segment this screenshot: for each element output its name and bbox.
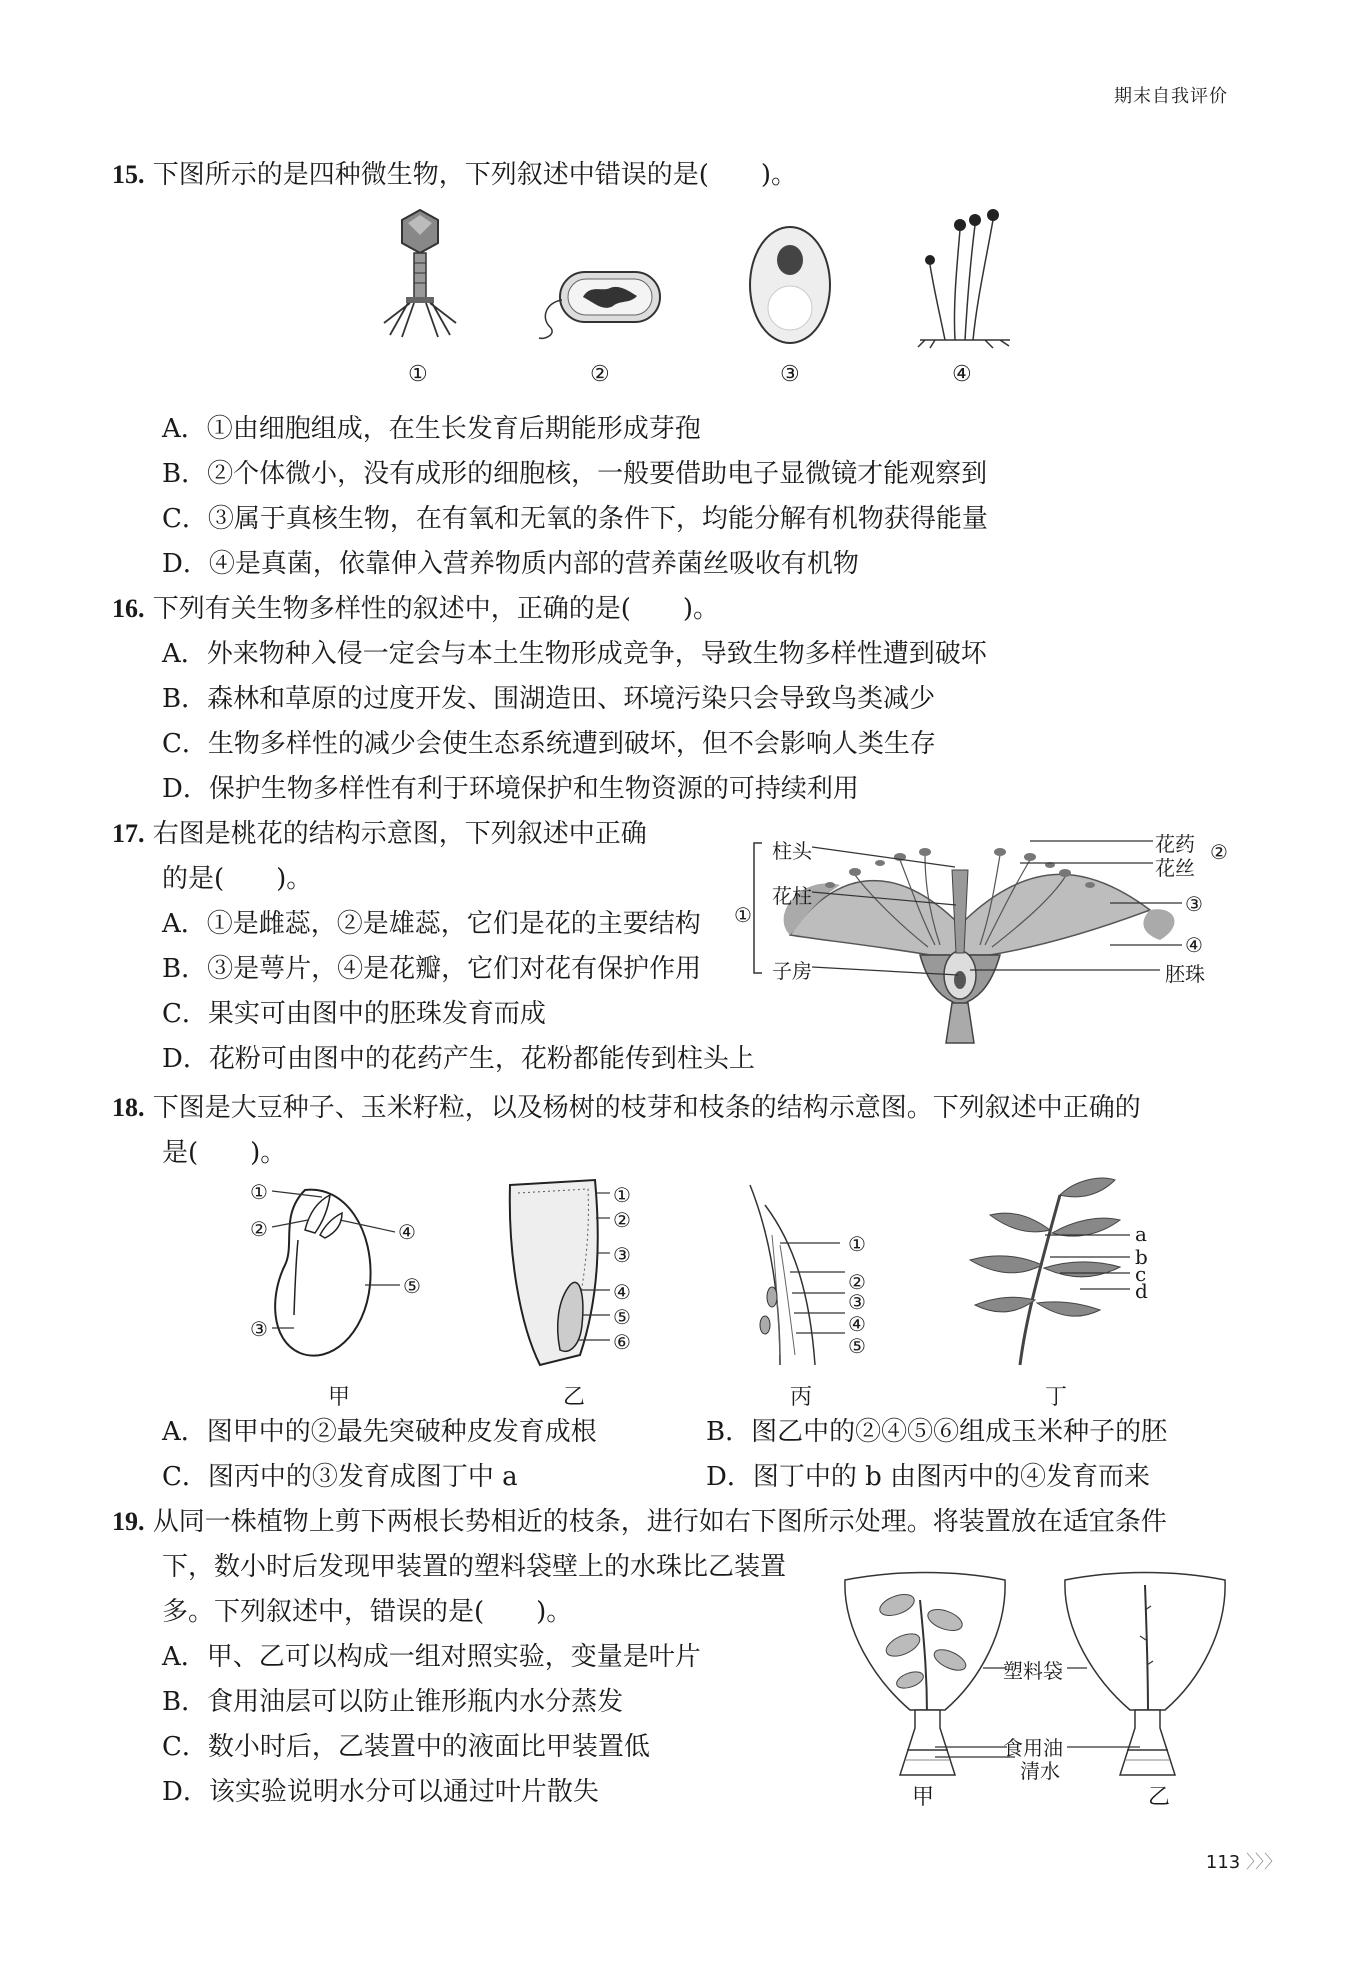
q16-option-c[interactable]: C．生物多样性的减少会使生态系统遭到破坏，但不会影响人类生存 [162, 729, 936, 759]
ding-caption: 丁 [1045, 1385, 1068, 1410]
question-number: 17. [112, 819, 145, 848]
ding-label-b: b [1135, 1245, 1148, 1269]
label-4: ④ [1185, 933, 1203, 957]
q15-option-a[interactable]: A．①由细胞组成，在生长发育后期能形成芽孢 [162, 414, 701, 444]
question-number: 16. [112, 594, 145, 623]
q18-option-a[interactable]: A．图甲中的②最先突破种皮发育成根 [162, 1417, 597, 1447]
yeast-figure [745, 220, 835, 350]
figure-label-3: ③ [780, 362, 800, 387]
twig-figure [950, 1175, 1150, 1375]
question-text: 下列有关生物多样性的叙述中，正确的是( )。 [152, 594, 720, 624]
question-text: 右图是桃花的结构示意图，下列叙述中正确 [152, 819, 647, 849]
question-19-stem [112, 1507, 1167, 1537]
q19-option-a[interactable]: A．甲、乙可以构成一组对照实验，变量是叶片 [162, 1642, 701, 1672]
page-number [1206, 1848, 1282, 1874]
yi-label-3: ③ [613, 1243, 631, 1267]
page-header: 期末自我评价 [1114, 86, 1228, 107]
bud-figure [720, 1175, 860, 1375]
q16-option-a[interactable]: A．外来物种入侵一定会与本土生物形成竞争，导致生物多样性遭到破坏 [162, 639, 987, 669]
label-ovule: 胚珠 [1165, 962, 1205, 986]
mold-figure [915, 205, 1015, 350]
label-ovary: 子房 [772, 959, 812, 983]
q17-option-c[interactable]: C．果实可由图中的胚珠发育而成 [162, 999, 546, 1029]
bing-caption: 丙 [790, 1385, 813, 1410]
jia-label-2: ② [250, 1217, 268, 1241]
caption-yi: 乙 [1148, 1785, 1171, 1810]
question-text: 下图是大豆种子、玉米籽粒，以及杨树的枝芽和枝条的结构示意图。下列叙述中正确的 [152, 1093, 1141, 1123]
q19-option-b[interactable]: B．食用油层可以防止锥形瓶内水分蒸发 [162, 1687, 624, 1717]
q15-option-b[interactable]: B．②个体微小，没有成形的细胞核，一般要借助电子显微镜才能观察到 [162, 459, 988, 489]
question-19-stem-line3: 多。下列叙述中，错误的是( )。 [162, 1597, 573, 1627]
q17-option-a[interactable]: A．①是雌蕊，②是雄蕊，它们是花的主要结构 [162, 909, 701, 939]
q15-option-c[interactable]: C．③属于真核生物，在有氧和无氧的条件下，均能分解有机物获得能量 [162, 504, 988, 534]
question-18-stem-line2: 是( )。 [162, 1138, 287, 1168]
label-water: 清水 [1020, 1759, 1060, 1783]
q18-option-b[interactable]: B．图乙中的②④⑤⑥组成玉米种子的胚 [706, 1417, 1168, 1447]
question-number: 15. [112, 160, 145, 189]
bing-label-4: ④ [848, 1312, 866, 1336]
bing-label-2: ② [848, 1270, 866, 1294]
q19-option-d[interactable]: D．该实验说明水分可以通过叶片散失 [162, 1777, 599, 1807]
q16-option-d[interactable]: D．保护生物多样性有利于环境保护和生物资源的可持续利用 [162, 774, 859, 804]
jia-label-5: ⑤ [403, 1274, 421, 1298]
label-3: ③ [1185, 892, 1203, 916]
caption-jia: 甲 [912, 1785, 935, 1810]
figure-label-1: ① [408, 362, 428, 387]
label-pistil-bracket: ① [734, 903, 752, 927]
bing-label-3: ③ [848, 1290, 866, 1314]
q15-option-d[interactable]: D．④是真菌，依靠伸入营养物质内部的营养菌丝吸收有机物 [162, 549, 859, 579]
page-number-text: 113 [1205, 1852, 1241, 1873]
q17-option-b[interactable]: B．③是萼片，④是花瓣，它们对花有保护作用 [162, 954, 702, 984]
q18-option-d[interactable]: D．图丁中的 b 由图丙中的④发育而来 [706, 1462, 1151, 1492]
label-plastic-bag: 塑料袋 [1003, 1659, 1063, 1683]
question-17-stem-line2: 的是( )。 [162, 864, 313, 894]
q19-option-c[interactable]: C．数小时后，乙装置中的液面比甲装置低 [162, 1732, 650, 1762]
chevron-right-icon: 〉〉〉 [1246, 1852, 1282, 1873]
figure-label-4: ④ [952, 362, 972, 387]
bacterium-figure [535, 262, 665, 342]
question-18-stem [112, 1093, 1141, 1123]
figure-label-2: ② [590, 362, 610, 387]
question-16-stem [112, 594, 719, 624]
ding-label-d: d [1135, 1279, 1148, 1303]
label-style: 花柱 [772, 884, 812, 908]
question-text: 下图所示的是四种微生物，下列叙述中错误的是( )。 [152, 160, 798, 190]
q17-option-d[interactable]: D．花粉可由图中的花药产生，花粉都能传到柱头上 [162, 1044, 755, 1074]
bing-label-1: ① [848, 1232, 866, 1256]
label-cooking-oil: 食用油 [1003, 1736, 1063, 1760]
question-number: 19. [112, 1507, 145, 1536]
question-text: 从同一株植物上剪下两根长势相近的枝条，进行如右下图所示处理。将装置放在适宜条件 [152, 1507, 1167, 1537]
virus-figure [380, 205, 460, 345]
jia-label-1: ① [250, 1180, 268, 1204]
jia-label-3: ③ [250, 1317, 268, 1341]
yi-caption: 乙 [563, 1385, 586, 1410]
q18-option-c[interactable]: C．图丙中的③发育成图丁中 a [162, 1462, 518, 1492]
yi-label-1: ① [613, 1183, 631, 1207]
question-number: 18. [112, 1093, 145, 1122]
label-stamen-bracket: ② [1210, 840, 1228, 864]
yi-label-6: ⑥ [613, 1330, 631, 1354]
question-15-stem [112, 160, 797, 190]
jia-caption: 甲 [328, 1385, 351, 1410]
ding-label-c: c [1135, 1262, 1147, 1286]
ding-label-a: a [1135, 1222, 1147, 1246]
yi-label-5: ⑤ [613, 1305, 631, 1329]
yi-label-2: ② [613, 1208, 631, 1232]
label-stigma: 柱头 [772, 839, 812, 863]
question-17-stem [112, 819, 647, 849]
label-anther: 花药 [1155, 832, 1195, 856]
question-19-stem-line2: 下，数小时后发现甲装置的塑料袋壁上的水珠比乙装置 [162, 1552, 787, 1582]
label-filament: 花丝 [1155, 856, 1195, 880]
yi-label-4: ④ [613, 1280, 631, 1304]
q16-option-b[interactable]: B．森林和草原的过度开发、围湖造田、环境污染只会导致鸟类减少 [162, 684, 936, 714]
jia-label-4: ④ [398, 1220, 416, 1244]
bing-label-5: ⑤ [848, 1334, 866, 1358]
